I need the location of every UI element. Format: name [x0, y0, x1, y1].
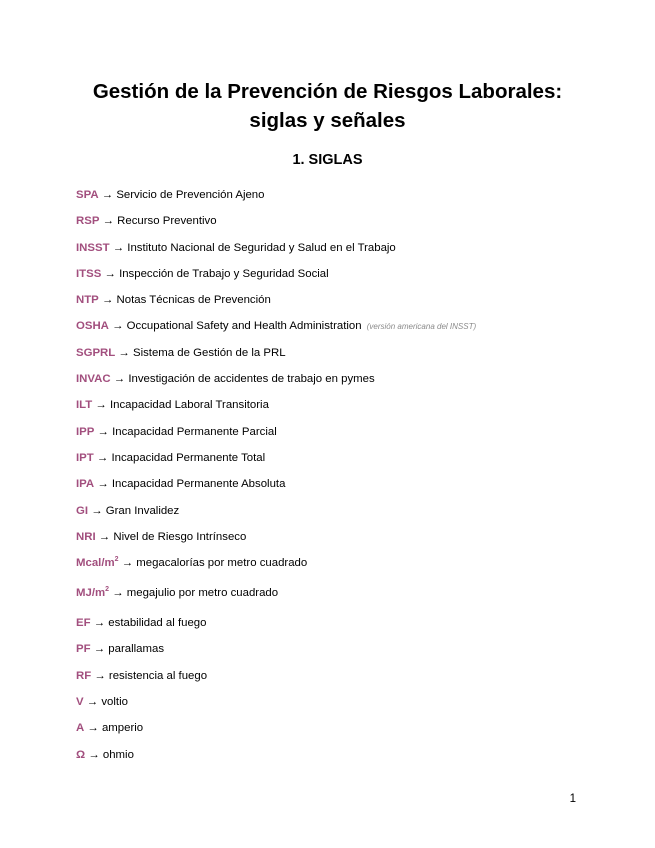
- acronym-abbr: [76, 557, 119, 569]
- acronym-meaning: Investigación de accidentes de trabajo en pymes: [128, 373, 375, 386]
- acronym-meaning: estabilidad al fuego: [108, 617, 207, 630]
- acronym-item: [76, 345, 636, 371]
- acronym-abbr-base: MJ/m: [76, 587, 106, 600]
- acronym-item: [76, 187, 636, 213]
- acronym-item: [76, 529, 636, 555]
- document-title: [0, 77, 655, 135]
- acronym-abbr: IPT: [76, 451, 94, 464]
- acronym-meaning: Incapacidad Permanente Parcial: [112, 425, 277, 438]
- acronym-item: [76, 292, 636, 318]
- acronym-meaning: Inspección de Trabajo y Seguridad Social: [119, 267, 329, 280]
- arrow-icon: →: [91, 504, 103, 517]
- arrow-icon: →: [102, 215, 114, 228]
- acronym-abbr: NRI: [76, 530, 96, 543]
- arrow-icon: →: [87, 722, 99, 735]
- acronym-abbr-superscript: 2: [105, 586, 110, 594]
- acronym-abbr: V: [76, 696, 84, 709]
- acronym-item: [76, 503, 636, 529]
- acronym-abbr: SGPRL: [76, 346, 116, 359]
- acronym-abbr-base: Mcal/m: [76, 557, 115, 570]
- acronym-abbr: RF: [76, 669, 92, 682]
- acronym-meaning: Recurso Preventivo: [117, 215, 217, 228]
- acronym-meaning: Sistema de Gestión de la PRL: [132, 346, 286, 359]
- acronym-meaning: megajulio por metro cuadrado: [126, 587, 279, 600]
- acronym-item: [76, 668, 636, 694]
- acronym-meaning: voltio: [101, 696, 128, 709]
- acronym-item: [76, 615, 636, 641]
- arrow-icon: →: [86, 696, 99, 709]
- arrow-icon: →: [96, 451, 109, 464]
- acronym-abbr: INVAC: [76, 373, 111, 386]
- acronym-abbr: INSST: [76, 241, 110, 254]
- acronym-abbr: Ω: [76, 748, 86, 761]
- acronym-meaning: parallamas: [108, 643, 165, 656]
- arrow-icon: →: [94, 669, 106, 682]
- acronym-meaning: resistencia al fuego: [108, 669, 208, 682]
- acronym-item: [76, 720, 636, 746]
- acronym-abbr: IPA: [76, 478, 95, 491]
- acronym-abbr: IPP: [76, 425, 95, 438]
- acronym-abbr: SPA: [76, 189, 99, 201]
- acronym-item: [76, 371, 636, 397]
- arrow-icon: →: [97, 478, 109, 491]
- acronym-meaning: Instituto Nacional de Seguridad y Salud en el Trabajo: [127, 241, 396, 254]
- acronym-abbr: [76, 587, 109, 599]
- arrow-icon: →: [112, 587, 124, 600]
- acronym-abbr-superscript: 2: [114, 556, 119, 564]
- acronym-item: [76, 266, 636, 292]
- acronym-item: [76, 641, 636, 667]
- arrow-icon: →: [112, 241, 125, 254]
- acronym-item: [76, 694, 636, 720]
- acronym-abbr: NTP: [76, 294, 99, 307]
- acronym-meaning: Servicio de Prevención Ajeno: [116, 189, 265, 201]
- acronym-meaning: Gran Invalidez: [105, 504, 180, 517]
- arrow-icon: →: [93, 617, 106, 630]
- arrow-icon: →: [121, 557, 134, 570]
- arrow-icon: →: [112, 320, 124, 333]
- acronym-item: [76, 476, 636, 502]
- acronym-item: [76, 240, 636, 266]
- acronym-meaning: Occupational Safety and Health Administration: [126, 320, 362, 333]
- acronym-item: [76, 450, 636, 476]
- acronym-meaning: Nivel de Riesgo Intrínseco: [113, 530, 247, 543]
- acronym-item: [76, 318, 636, 344]
- acronym-meaning: Incapacidad Permanente Total: [111, 451, 266, 464]
- arrow-icon: →: [93, 643, 106, 656]
- page-number: 1: [569, 793, 576, 805]
- acronym-item: [76, 747, 636, 773]
- acronym-item: [76, 585, 636, 615]
- acronym-meaning: megacalorías por metro cuadrado: [136, 557, 308, 570]
- acronym-abbr: OSHA: [76, 320, 109, 333]
- arrow-icon: →: [98, 530, 111, 543]
- acronym-note: (versión americana del INSST): [366, 322, 477, 332]
- acronym-meaning: Incapacidad Permanente Absoluta: [111, 478, 286, 491]
- acronym-item: [76, 424, 636, 450]
- acronym-meaning: ohmio: [102, 748, 134, 761]
- acronym-item: [76, 397, 636, 423]
- acronym-abbr: GI: [76, 504, 89, 517]
- acronym-meaning: Incapacidad Laboral Transitoria: [109, 399, 269, 412]
- arrow-icon: →: [113, 373, 126, 386]
- title-line-1: Gestión de la Prevención de Riesgos Laborales:: [92, 80, 563, 103]
- arrow-icon: →: [88, 748, 100, 761]
- title-line-2: siglas y señales: [249, 109, 406, 132]
- arrow-icon: →: [95, 399, 107, 412]
- acronym-item: [76, 555, 636, 585]
- arrow-icon: →: [97, 425, 109, 438]
- acronym-abbr: ILT: [76, 399, 93, 412]
- arrow-icon: →: [101, 189, 114, 201]
- acronym-meaning: Notas Técnicas de Prevención: [116, 294, 271, 307]
- acronym-abbr: A: [76, 722, 85, 735]
- acronym-meaning: amperio: [101, 722, 144, 735]
- arrow-icon: →: [101, 294, 114, 307]
- acronym-item: [76, 213, 636, 239]
- arrow-icon: →: [118, 346, 130, 359]
- section-heading: 1. SIGLAS: [292, 152, 363, 168]
- acronym-abbr: EF: [76, 617, 91, 630]
- acronym-abbr: ITSS: [76, 267, 102, 280]
- arrow-icon: →: [104, 267, 116, 280]
- acronym-list: [76, 187, 636, 773]
- acronym-abbr: PF: [76, 643, 91, 656]
- acronym-abbr: RSP: [76, 215, 100, 228]
